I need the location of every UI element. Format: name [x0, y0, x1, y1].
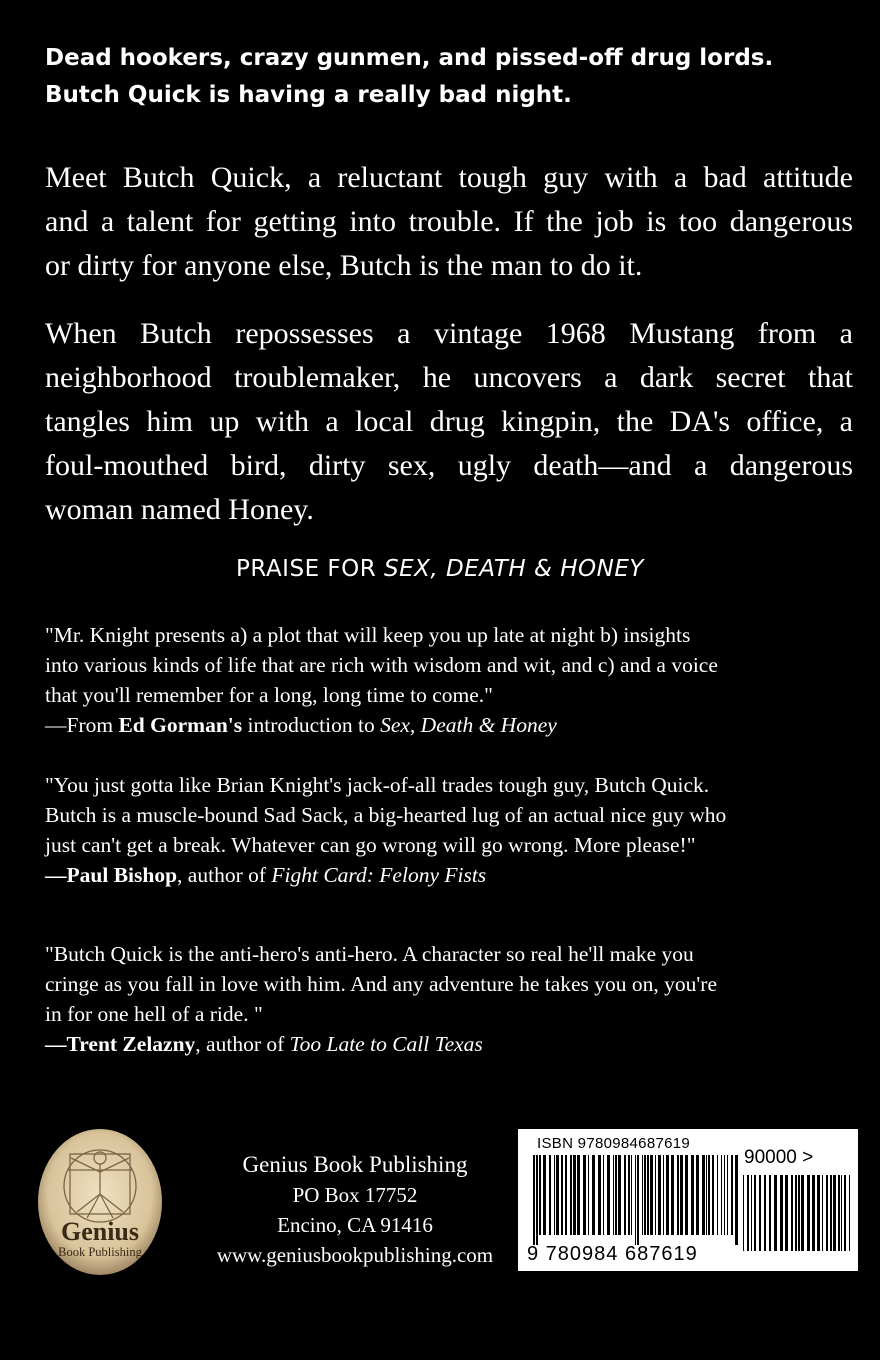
barcode-bar — [618, 1155, 621, 1235]
description-line: neighborhood troublemaker, he uncovers a dark secret that — [45, 361, 853, 394]
price-code: 90000 > — [744, 1147, 814, 1168]
description-line: Meet Butch Quick, a reluctant tough guy with a bad attitude — [45, 161, 853, 194]
attribution-name — [45, 1032, 195, 1056]
quote-line: just can't get a break. Whatever can go wrong will go wrong. More please!" — [45, 833, 696, 857]
barcode-bar — [774, 1175, 777, 1251]
barcode-bar — [696, 1155, 699, 1235]
barcode-bar — [685, 1155, 688, 1235]
barcode-bar — [751, 1175, 752, 1251]
tagline-line: Butch Quick is having a really bad night. — [45, 82, 572, 108]
barcode-bar — [812, 1175, 815, 1251]
barcode-bar — [764, 1175, 766, 1251]
description-line: When Butch repossesses a vintage 1968 Mustang from a — [45, 317, 853, 350]
barcode-bar — [727, 1155, 728, 1235]
barcode-bar — [798, 1175, 800, 1251]
ean-barcode — [531, 1155, 741, 1245]
ean-digits: 9 780984 687619 — [527, 1243, 698, 1265]
barcode-bar — [570, 1155, 572, 1235]
barcode-bar — [658, 1155, 661, 1235]
barcode-bar — [577, 1155, 580, 1235]
quote-line: that you'll remember for a long, long time to come." — [45, 683, 493, 707]
barcode-bar — [647, 1155, 649, 1235]
addon-barcode — [741, 1175, 853, 1261]
barcode-bar — [561, 1155, 563, 1235]
attribution-name-text: Trent Zelazny — [66, 1032, 196, 1056]
praise-heading — [0, 556, 880, 582]
barcode-bar — [712, 1155, 714, 1235]
barcode-bar — [573, 1155, 576, 1235]
barcode-bar — [624, 1155, 626, 1235]
barcode-bar — [663, 1155, 664, 1235]
quote-line: in for one hell of a ride. " — [45, 1002, 263, 1026]
barcode-bar — [721, 1155, 722, 1235]
barcode-bar — [680, 1155, 683, 1235]
barcode-bar — [631, 1155, 632, 1235]
barcode-bar — [615, 1155, 617, 1235]
attribution-role: , author of — [195, 1032, 290, 1056]
description-paragraph — [45, 156, 853, 288]
barcode-bar — [826, 1175, 828, 1251]
barcode-bar — [849, 1175, 850, 1251]
barcode-bar — [743, 1175, 744, 1251]
praise-heading-title: SEX, DEATH & HONEY — [384, 556, 644, 582]
attribution-work: Fight Card: Felony Fists — [271, 863, 487, 887]
tagline-line: Dead hookers, crazy gunmen, and pissed-off drug lords. — [45, 45, 774, 71]
barcode-bar — [706, 1155, 707, 1235]
barcode-bar — [691, 1155, 694, 1235]
barcode-bar — [588, 1155, 589, 1235]
quote-attribution — [45, 860, 865, 890]
barcode-bar — [844, 1175, 846, 1251]
barcode-bar — [644, 1155, 646, 1235]
barcode-bar — [583, 1155, 586, 1235]
barcode-bar — [807, 1175, 810, 1251]
quote-line: into various kinds of life that are rich with wisdom and wit, and c) and a voice — [45, 653, 718, 677]
attribution-role: introduction to — [242, 713, 381, 737]
barcode-bar — [613, 1155, 614, 1235]
barcode-bar — [635, 1155, 636, 1245]
barcode-bar — [666, 1155, 669, 1235]
barcode-bar — [801, 1175, 804, 1251]
barcode-bar — [724, 1155, 725, 1235]
barcode-bar — [543, 1155, 546, 1235]
barcode-bar — [533, 1155, 535, 1245]
description-line: tangles him up with a local drug kingpin, the DA's office, a — [45, 405, 853, 438]
logo-word-genius: Genius — [60, 1217, 140, 1246]
quote-attribution — [45, 710, 865, 740]
barcode-bar — [717, 1155, 718, 1235]
barcode-bar — [655, 1155, 656, 1235]
description-line: and a talent for getting into trouble. If the job is too dangerous — [45, 205, 853, 238]
barcode-bar — [607, 1155, 610, 1235]
barcode-bar — [795, 1175, 797, 1251]
attribution-dash: — — [45, 1032, 67, 1056]
barcode-bar — [754, 1175, 756, 1251]
quote-line: cringe as you fall in love with him. And any adventure he takes you on, you're — [45, 972, 718, 996]
barcode-bar — [603, 1155, 604, 1235]
barcode-bar — [838, 1175, 840, 1251]
quote-line: Butch is a muscle-bound Sad Sack, a big-hearted lug of an actual nice guy who — [45, 803, 727, 827]
barcode-bar — [769, 1175, 771, 1251]
barcode-bar — [554, 1155, 555, 1235]
barcode-bar — [592, 1155, 595, 1235]
publisher-city: Encino, CA 91416 — [277, 1213, 433, 1237]
barcode-bar — [650, 1155, 653, 1235]
quote-line: "You just gotta like Brian Knight's jack-of-all trades tough guy, Butch Quick. — [45, 773, 710, 797]
barcode-bar — [628, 1155, 630, 1235]
barcode-bar — [598, 1155, 601, 1235]
barcode-bar — [830, 1175, 832, 1251]
publisher-po-box: PO Box 17752 — [292, 1183, 418, 1207]
attribution-name-text: Paul Bishop — [66, 863, 178, 887]
tagline — [45, 40, 845, 114]
barcode-bar — [735, 1155, 738, 1245]
barcode-bar — [642, 1155, 643, 1235]
barcode-bar — [565, 1155, 567, 1235]
publisher-website: www.geniusbookpublishing.com — [216, 1243, 494, 1267]
barcode-bar — [549, 1155, 551, 1235]
description-line: woman named Honey. — [45, 493, 314, 526]
barcode-bar — [708, 1155, 710, 1235]
attribution-role: , author of — [177, 863, 272, 887]
description-line: foul-mouthed bird, dirty sex, ugly death—and a dangerous — [45, 449, 853, 482]
barcode-bar — [822, 1175, 823, 1251]
barcode-bar — [539, 1155, 541, 1235]
ean-barcode-bars — [533, 1155, 738, 1245]
attribution-dash: —From — [45, 713, 119, 737]
barcode-bar — [637, 1155, 639, 1245]
addon-barcode-bars — [743, 1175, 850, 1251]
quote-attribution — [45, 1029, 865, 1059]
publisher-name: Genius Book Publishing — [242, 1152, 468, 1177]
barcode-bar — [785, 1175, 788, 1251]
attribution-name — [45, 863, 177, 887]
description-paragraph — [45, 312, 853, 532]
barcode-bar — [780, 1175, 783, 1251]
praise-quote — [45, 620, 865, 740]
barcode-bar — [747, 1175, 749, 1251]
quote-line: "Butch Quick is the anti-hero's anti-hero. A character so real he'll make you — [45, 942, 694, 966]
description-line: or dirty for anyone else, Butch is the man to do it. — [45, 249, 643, 282]
praise-quote — [45, 770, 865, 890]
attribution-work: Too Late to Call Texas — [289, 1032, 483, 1056]
barcode-bar — [817, 1175, 820, 1251]
publisher-address — [190, 1150, 520, 1270]
attribution-name: Ed Gorman's — [118, 713, 243, 737]
attribution-work: Sex, Death & Honey — [380, 713, 557, 737]
barcode-bar — [556, 1155, 559, 1235]
isbn-label: ISBN 9780984687619 — [537, 1135, 691, 1152]
barcode-bar — [841, 1175, 842, 1251]
barcode-bar — [671, 1155, 674, 1235]
publisher-logo — [37, 1128, 163, 1276]
barcode-bar — [833, 1175, 836, 1251]
praise-heading-prefix: PRAISE FOR — [236, 556, 385, 582]
barcode-bar — [702, 1155, 705, 1235]
barcode-bar — [791, 1175, 793, 1251]
logo-word-book-publishing: Book Publishing — [58, 1245, 142, 1259]
barcode-bar — [731, 1155, 733, 1235]
quote-line: "Mr. Knight presents a) a plot that will keep you up late at night b) insights — [45, 623, 691, 647]
barcode-bar — [536, 1155, 538, 1245]
praise-quote — [45, 939, 865, 1059]
attribution-dash: — — [45, 863, 67, 887]
barcode-bar — [759, 1175, 761, 1251]
barcode-bar — [677, 1155, 679, 1235]
